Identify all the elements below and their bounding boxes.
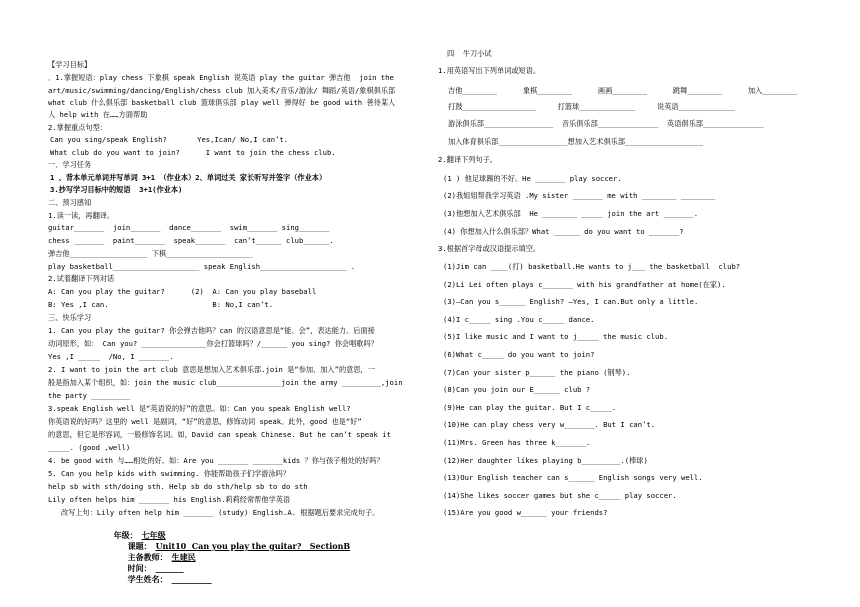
left-line: 3.抄写学习目标中的短语 3+1(作业本) (50, 185, 183, 194)
left-line: 3.speak English well 是“英语说的好”的意思。如：Can you speak English well? (48, 404, 351, 413)
topic-label: 课题： (127, 541, 152, 551)
time-label: 时间： (127, 563, 152, 573)
right-line: (2)我姐姐帮我学习英语 .My sister _______ me with ________ ________ (443, 191, 716, 200)
left-line: 4. be good with 与……相处的好。如：Are you _______ _______kids ？你与孩子相处的好吗？ (48, 456, 384, 465)
left-line: 般是指加入某个组织，如：join the music club_______________join the army _________,join (48, 378, 403, 387)
left-line: guitar_______ join_______ dance_______ swim_______ sing_______ (48, 223, 330, 232)
left-line: 动词原形，如： Can you? _______________你会打篮球吗？/______ you sing? 你会唱歌吗？ (48, 339, 378, 348)
time-value: _______ (155, 563, 184, 573)
right-line: 1.用英语写出下列单词或短语。 (438, 66, 541, 75)
left-line: 的意思，但它是形容词，一般修饰名词。如，David can speak Chinese. But he can’t speak it (48, 430, 391, 439)
right-line: 四 牛刀小试 (447, 49, 492, 58)
right-line: 游泳俱乐部________________ 音乐俱乐部______________ 英语俱乐部______________ (448, 119, 764, 128)
left-line: what club 什么俱乐部 basketball club 篮球俱乐部 play well 弹得好 be good with 善待某人 (48, 98, 396, 107)
grade-value: 七年级 (141, 530, 166, 540)
teacher-label: 主备教师： (127, 552, 168, 562)
right-line: (10)He can play chess very w_______. But I can’t. (443, 420, 656, 429)
footer-bar (108, 520, 354, 585)
left-line: 弹吉他__________________ 下棋____________________ (48, 249, 253, 258)
right-line: (4) 你想加入什么俱乐部？What ______ do you want to _______? (443, 227, 684, 236)
right-line: (12)Her daughter likes playing b_________.(棒球) (443, 456, 648, 465)
left-line: 三、快乐学习 (48, 313, 92, 322)
left-line: 1.读一读，再翻译。 (48, 211, 115, 220)
right-line: (7)Can your sister p______ the piano (钢琴). (443, 368, 631, 377)
right-line: (6)What c_____ do you want to join? (443, 350, 595, 359)
right-line: (3)他想加入艺术俱乐部 He ________ _____ join the art _______. (443, 209, 699, 218)
left-line: Yes ,I _____ /No, I _______. (48, 352, 174, 361)
right-line: 打鼓_________________ 打篮球_____________ 说英语_____________ (448, 102, 735, 111)
left-line: help sb with sth/doing sth. Help sb do sth/help sb to do sth (48, 482, 308, 491)
topic-value: Unit10 Can you play the guitar? SectionB (155, 541, 351, 551)
left-line: _____. (good ,well) (48, 443, 131, 452)
left-line: What club do you want to join? I want to join the chess club. (50, 148, 336, 157)
left-line: 2. I want to join the art club 意思是想加入艺术俱乐部.join 是“参加、加入”的意思，一 (48, 365, 375, 374)
right-line: (5)I like music and I want to j_____ the music club. (443, 332, 669, 341)
left-line: Can you sing/speak English? Yes,Ican/ No,I can’t. (50, 135, 288, 144)
left-line: play basketball____________________ speak English____________________ . (48, 262, 356, 271)
right-line: 加入体育俱乐部________________想加入艺术俱乐部__________________ (448, 137, 703, 146)
left-line: 你英语说的好吗？这里的 well 是副词，“好”的意思，修饰动词 speak。此外，good 也是“好” (48, 417, 362, 426)
left-line: 【学习目标】 (48, 60, 92, 69)
right-line: (1)Jim can ____(打) basketball.He wants to j___ the basketball club? (443, 262, 741, 271)
right-line: (9)He can play the guitar. But I c_____. (443, 403, 617, 412)
teacher-value: 生建民 (171, 552, 196, 562)
student-value: __________ (171, 574, 212, 584)
left-line: Lily often helps him _______ his English.莉莉经常帮他学英语 (48, 495, 291, 504)
right-line: (1 ) 他足球踢的不好。He _______ play soccer. (443, 174, 622, 183)
left-line: 1. Can you play the guitar? 你会弹吉他吗？can 的汉语意思是“能、会”，表达能力。后面接 (48, 326, 375, 335)
left-line: ．1.掌握短语：play chess 下象棋 speak English 说英语 play the guitar 弹吉他 join the (48, 73, 394, 82)
left-line: 人 help with 在……方面帮助 (48, 110, 148, 119)
right-line: (4)I c_____ sing .You c_____ dance. (443, 315, 595, 324)
left-line: 2.掌握重点句型： (48, 123, 107, 132)
right-line: (14)She likes soccer games but she c_____ play soccer. (443, 491, 677, 500)
right-line: (8)Can you join our E______ club ? (443, 385, 591, 394)
left-line: B: Yes ,I can. B: No,I can’t. (48, 300, 274, 309)
right-line: (13)Our English teacher can s______ English songs very well. (443, 473, 703, 482)
right-line: (11)Mrs. Green has three k_______. (443, 438, 591, 447)
right-line: 3.根据首字母或汉语提示填空。 (438, 244, 541, 253)
left-line: 1 、背本单元单词并写单词 3+1 （作业本）2、单词过关 家长听写并签字（作业本） (50, 173, 327, 182)
left-line: the party _________ (48, 391, 131, 400)
left-line: art/music/swimming/dancing/English/chess club 加入美术/音乐/游泳/ 舞蹈/英语/象棋俱乐部 (48, 86, 396, 95)
left-line: 5. Can you help kids with swimming. 你能帮助孩子们学游泳吗？ (48, 469, 291, 478)
grade-label: 年级： (113, 530, 138, 540)
right-line: (15)Are you good w______ your friends? (443, 508, 608, 517)
right-line: (2)Li Lei often plays c_______ with his grandfather at home(在家). (443, 280, 726, 289)
right-line: (3)—Can you s______ English? —Yes, I can.But only a little. (443, 297, 699, 306)
right-line: 吉他________ 象棋________ 画画________ 跳舞________ 加入________ (448, 86, 797, 95)
left-line: 一．学习任务 (48, 160, 92, 169)
left-line: chess _______ paint_______ speak_______ can’t______ club______. (48, 236, 334, 245)
right-line: 2.翻译下列句子。 (438, 155, 497, 164)
left-line: 改写上句：Lily often help him _______ (study) English.A. 根据题后要求完成句子。 (48, 508, 380, 517)
left-line: 二、预习感知 (48, 198, 92, 207)
left-line: A: Can you play the guitar? (2) A: Can you play baseball (48, 287, 317, 296)
left-line: 2.试着翻译下列对话 (48, 274, 115, 283)
student-label: 学生姓名： (127, 574, 168, 584)
